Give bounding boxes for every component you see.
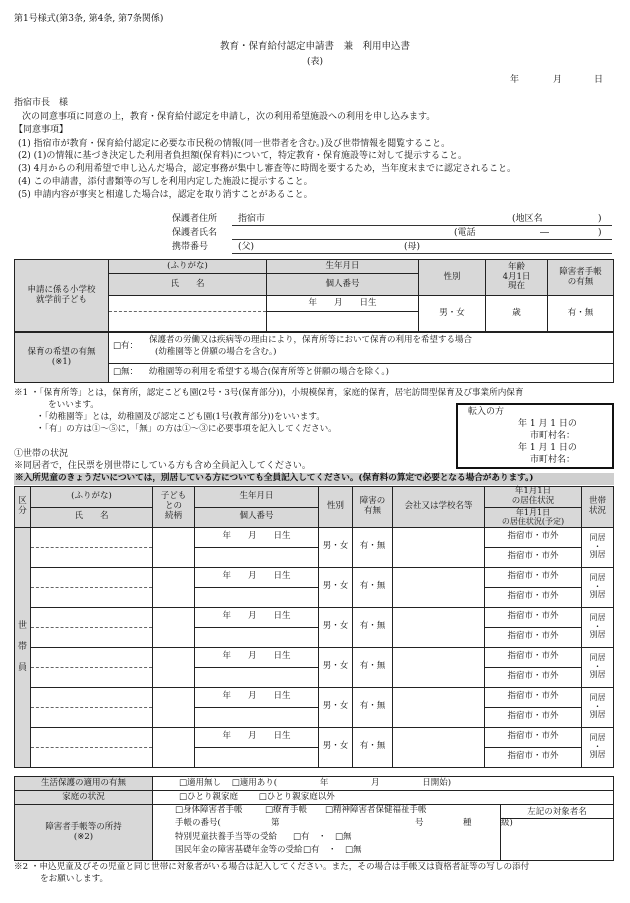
hh-jan1-header: 年1月1日 の居住状況 <box>485 487 582 508</box>
household-warning: ※入所児童のきょうだいについては，別居している方についても全員記入してください。(保育料の算定で必要となる場合があります。) <box>14 473 614 485</box>
note1-line1: ※1 ・「保育所等」とは，保育所，認定こども園(2号・3号(保育部分))，小規模保育，家庭的保育，居宅訪問型保育及び事業所内保育 <box>14 388 524 398</box>
hh-handicap-field[interactable]: 有・無 <box>353 647 393 687</box>
hope-no-option[interactable] <box>109 364 614 383</box>
welfare-yes-checkbox[interactable]: □適用あり( <box>231 777 278 788</box>
hh-mynumber-field[interactable] <box>195 627 319 647</box>
hope-no-checkbox[interactable]: □無： <box>113 367 139 378</box>
form-title: 教育・保育給付認定申請書 兼 利用申込書 <box>219 41 410 52</box>
household-table <box>14 486 614 768</box>
welfare-field[interactable] <box>153 777 614 791</box>
welfare-month: 月 <box>371 777 380 788</box>
hh-jan1-plan-field[interactable]: 指宿市・市外 <box>485 667 582 687</box>
hh-mynumber-field[interactable] <box>195 707 319 727</box>
hh-name-field[interactable] <box>31 747 153 767</box>
consent-item: (5) 申請内容が事実と相違した場合は，認定を取り消すことがあること。 <box>18 190 313 200</box>
hh-jan1-field[interactable]: 指宿市・市外 <box>485 527 582 547</box>
cert-field[interactable] <box>153 805 513 861</box>
child-age-field[interactable]: 歳 <box>486 296 548 332</box>
area-name-label: (地区名 <box>512 214 543 224</box>
hh-work-field[interactable] <box>393 527 485 567</box>
hh-name-field[interactable] <box>31 587 153 607</box>
hh-handicap-field[interactable]: 有・無 <box>353 607 393 647</box>
child-handicap-field[interactable]: 有・無 <box>548 296 614 332</box>
hh-sex-field[interactable]: 男・女 <box>319 567 353 607</box>
date-month-label: 月 <box>553 75 563 85</box>
mobile-father: (父) <box>238 242 255 252</box>
hh-work-field[interactable] <box>393 727 485 767</box>
hope-yes-text2: (幼稚園等と併願の場合を含む。) <box>155 347 277 357</box>
hh-status-field[interactable]: 同居 ・ 別居 <box>582 607 614 647</box>
child-row-label: 申請に係る小学校就学前子ども <box>15 260 109 332</box>
welfare-none-checkbox[interactable]: □適用無し <box>179 777 222 788</box>
mobile-mother: (母) <box>404 242 421 252</box>
hh-sex-field[interactable]: 男・女 <box>319 687 353 727</box>
hh-name-header: 氏 名 <box>31 507 153 527</box>
hh-jan1-field[interactable]: 指宿市・市外 <box>485 647 582 667</box>
hh-section-label: 世 帯 員 <box>15 527 31 767</box>
hh-status-field[interactable]: 同居 ・ 別居 <box>582 727 614 767</box>
hh-kubun-header: 区分 <box>15 487 31 528</box>
child-mynumber-header: 個人番号 <box>267 274 419 296</box>
hope-yes-text1: 保護者の労働又は疾病等の理由により，保育所等において保育の利用を希望する場合 <box>149 335 473 345</box>
hh-sex-field[interactable]: 男・女 <box>319 607 353 647</box>
child-mynumber-field[interactable] <box>267 312 419 332</box>
hh-birth-header: 生年月日 <box>195 487 319 508</box>
addressee: 指宿市長 様 <box>14 98 69 108</box>
hh-work-field[interactable] <box>393 607 485 647</box>
cert-number-label: 手帳の番号( <box>175 818 221 828</box>
cert-special-allowance-options[interactable]: □有 ・ □無 <box>293 832 352 842</box>
hope-yes-option[interactable] <box>109 333 614 364</box>
hh-jan1-plan-field[interactable]: 指宿市・市外 <box>485 747 582 767</box>
hh-sex-field[interactable]: 男・女 <box>319 647 353 687</box>
movein-box[interactable] <box>456 403 614 469</box>
phone-dash: ― <box>540 228 549 238</box>
welfare-day: 日開始) <box>422 777 452 788</box>
child-table <box>14 259 614 332</box>
note2-line1: ※2 ・申込児童及びその児童と同じ世帯に対象者がいる場合は記入してください。また，その場合は手帳又は資格者証等の写しの添付 <box>14 862 530 872</box>
note1-line3: ・「幼稚園等」とは，幼稚園及び認定こども園(1号(教育部分))をいいます。 <box>36 412 325 422</box>
hh-status-field[interactable]: 同居 ・ 別居 <box>582 527 614 567</box>
hh-jan1-plan-field[interactable]: 指宿市・市外 <box>485 707 582 727</box>
consent-item: (4) この申請書，添付書類等の写しを利用内定した施設に提示すること。 <box>18 177 313 187</box>
movein-line1: 年 1 月 1 日の <box>518 419 577 429</box>
hh-birth-field[interactable]: 年 月 日生 <box>195 727 319 747</box>
hh-jan1-field[interactable]: 指宿市・市外 <box>485 567 582 587</box>
hh-furigana-field[interactable] <box>31 567 153 587</box>
child-furigana-header: (ふりがな) <box>109 260 267 274</box>
hh-jan1-field[interactable]: 指宿市・市外 <box>485 607 582 627</box>
child-sex-field[interactable]: 男・女 <box>419 296 486 332</box>
phone-label: (電話 <box>454 228 476 238</box>
bottom-table <box>14 776 614 861</box>
note1-line2: をいいます。 <box>48 400 99 410</box>
cert-number-kyu: 級) <box>501 818 513 828</box>
child-handicap-header: 障害者手帳 の有無 <box>548 260 614 296</box>
movein-title: 転入の方 <box>468 407 505 417</box>
hh-furigana-field[interactable] <box>31 607 153 627</box>
phone-close: ) <box>598 228 602 238</box>
guardian-name-label: 保護者氏名 <box>172 228 218 238</box>
cert-label: 障害者手帳等の所持 (※2) <box>15 805 153 861</box>
hh-sex-header: 性別 <box>319 487 353 528</box>
hh-handicap-field[interactable]: 有・無 <box>353 687 393 727</box>
hh-work-header: 会社又は学校名等 <box>393 487 485 528</box>
hh-status-field[interactable]: 同居 ・ 別居 <box>582 687 614 727</box>
child-name-field[interactable] <box>109 312 267 332</box>
date-year-label: 年 <box>510 75 520 85</box>
hh-name-field[interactable] <box>31 707 153 727</box>
hh-work-field[interactable] <box>393 647 485 687</box>
hh-mynumber-field[interactable] <box>195 547 319 567</box>
movein-line3: 年 1 月 1 日の <box>518 443 577 453</box>
hh-jan1-plan-field[interactable]: 指宿市・市外 <box>485 547 582 567</box>
hh-name-field[interactable] <box>31 627 153 647</box>
child-birth-header: 生年月日 <box>267 260 419 274</box>
guardian-name-line[interactable] <box>232 239 612 240</box>
hh-jan1-plan-header: 年1月1日 の居住状況(予定) <box>485 507 582 527</box>
child-furigana-field[interactable] <box>109 296 267 312</box>
hh-mynumber-field[interactable] <box>195 667 319 687</box>
guardian-address-label: 保護者住所 <box>172 214 218 224</box>
hh-status-field[interactable]: 同居 ・ 別居 <box>582 567 614 607</box>
family-field[interactable] <box>153 791 614 805</box>
cert-special-allowance: 特別児童扶養手当等の受給 <box>175 832 278 842</box>
consent-item: (1) 指宿市が教育・保育給付認定に必要な市民税の情報(同一世帯者を含む。)及び世帯情報を閲覧すること。 <box>18 139 451 149</box>
hh-jan1-field[interactable]: 指宿市・市外 <box>485 687 582 707</box>
hh-jan1-plan-field[interactable]: 指宿市・市外 <box>485 627 582 647</box>
hh-furigana-field[interactable] <box>31 647 153 667</box>
cert-pension: 国民年金の障害基礎年金等の受給 <box>175 845 303 855</box>
hh-furigana-field[interactable] <box>31 527 153 547</box>
note1-line4: ・「有」の方は①～⑤に，「無」の方は①～③に必要事項を記入してください。 <box>36 424 337 434</box>
cert-pension-options[interactable]: □有 ・ □無 <box>303 845 362 855</box>
welfare-label: 生活保護の適用の有無 <box>15 777 153 791</box>
movein-line2: 市町村名： <box>530 431 576 441</box>
hh-birth-field[interactable]: 年 月 日生 <box>195 607 319 627</box>
hh-handicap-header: 障害の 有無 <box>353 487 393 528</box>
cert-target-label: 左記の対象者名 <box>501 805 613 819</box>
child-name-header: 氏 名 <box>109 274 267 296</box>
hh-jan1-field[interactable]: 指宿市・市外 <box>485 727 582 747</box>
hh-birth-field[interactable]: 年 月 日生 <box>195 527 319 547</box>
household-note: ※同居者で，住民票を別世帯にしている方も含め全員記入してください。 <box>14 461 311 471</box>
hope-label: 保育の希望の有無 (※1) <box>15 333 109 383</box>
guardian-address-line[interactable] <box>232 225 612 226</box>
hope-no-text: 幼稚園等の利用を希望する場合(保育所等と併願の場合を除く。) <box>148 367 389 378</box>
hh-mynumber-field[interactable] <box>195 587 319 607</box>
movein-line4: 市町村名： <box>530 455 576 465</box>
cert-number-go: 号 <box>415 818 424 828</box>
hh-relation-field[interactable] <box>153 527 195 567</box>
consent-item: (2) (1)の情報に基づき決定した利用者負担額(保育料)について，特定教育・保育施設等に対して提示すること。 <box>18 151 468 161</box>
household-title: ①世帯の状況 <box>14 449 69 459</box>
mobile-line[interactable] <box>232 253 612 254</box>
cert-rehab-checkbox[interactable]: □療育手帳 <box>265 805 308 815</box>
form-number: 第1号様式(第3条, 第4条, 第7条関係) <box>14 14 164 24</box>
hh-jan1-plan-field[interactable]: 指宿市・市外 <box>485 587 582 607</box>
hh-sex-field[interactable]: 男・女 <box>319 727 353 767</box>
hope-table <box>14 332 614 383</box>
family-other-checkbox[interactable]: □ひとり親家庭以外 <box>258 791 335 802</box>
hh-relation-field[interactable] <box>153 567 195 607</box>
hh-relation-field[interactable] <box>153 607 195 647</box>
consent-title: 【同意事項】 <box>14 125 69 135</box>
hh-furigana-header: (ふりがな) <box>31 487 153 508</box>
guardian-address-value: 指宿市 <box>238 214 266 224</box>
family-label: 家庭の状況 <box>15 791 153 805</box>
welfare-year: 年 <box>319 777 329 788</box>
cert-mental-checkbox[interactable]: □精神障害者保健福祉手帳 <box>325 805 427 815</box>
hh-name-field[interactable] <box>31 547 153 567</box>
hh-relation-header: 子ども との 続柄 <box>153 487 195 528</box>
hh-mynumber-header: 個人番号 <box>195 507 319 527</box>
hh-name-field[interactable] <box>31 667 153 687</box>
hh-handicap-field[interactable]: 有・無 <box>353 727 393 767</box>
date-day-label: 日 <box>594 75 604 85</box>
mobile-label: 携帯番号 <box>172 242 209 252</box>
cert-number-no: 第 <box>271 818 280 828</box>
family-single-checkbox[interactable]: □ひとり親家庭 <box>179 791 239 802</box>
area-name-close: ) <box>598 214 602 224</box>
hh-birth-field[interactable]: 年 月 日生 <box>195 567 319 587</box>
cert-number-shu: 種 <box>463 818 472 828</box>
cert-physical-checkbox[interactable]: □身体障害者手帳 <box>175 805 243 815</box>
child-sex-header: 性別 <box>419 260 486 296</box>
cert-target-cell[interactable] <box>501 805 614 861</box>
hh-status-field[interactable]: 同居 ・ 別居 <box>582 647 614 687</box>
hh-handicap-field[interactable]: 有・無 <box>353 527 393 567</box>
child-age-header: 年齢 4月1日 現在 <box>486 260 548 296</box>
hh-relation-field[interactable] <box>153 647 195 687</box>
intro-text: 次の同意事項に同意の上，教育・保育給付認定を申請し，次の利用希望施設への利用を申し込みます。 <box>22 112 436 122</box>
hh-furigana-field[interactable] <box>31 727 153 747</box>
note2-line2: をお願いします。 <box>40 874 109 884</box>
hope-yes-checkbox[interactable]: □有： <box>113 341 139 351</box>
hh-work-field[interactable] <box>393 567 485 607</box>
hh-birth-field[interactable]: 年 月 日生 <box>195 687 319 707</box>
consent-item: (3) 4月からの利用希望で申し込んだ場合，認定事務が集中し審査等に時間を要するため，当年度末までに認定されること。 <box>18 164 516 174</box>
hh-relation-field[interactable] <box>153 727 195 767</box>
hh-work-field[interactable] <box>393 687 485 727</box>
hh-mynumber-field[interactable] <box>195 747 319 767</box>
hh-sex-field[interactable]: 男・女 <box>319 527 353 567</box>
hh-handicap-field[interactable]: 有・無 <box>353 567 393 607</box>
hh-status-header: 世帯 状況 <box>582 487 614 528</box>
hh-birth-field[interactable]: 年 月 日生 <box>195 647 319 667</box>
child-birth-field[interactable]: 年 月 日生 <box>267 296 419 312</box>
hh-furigana-field[interactable] <box>31 687 153 707</box>
hh-relation-field[interactable] <box>153 687 195 727</box>
form-subtitle: (表) <box>306 57 324 67</box>
